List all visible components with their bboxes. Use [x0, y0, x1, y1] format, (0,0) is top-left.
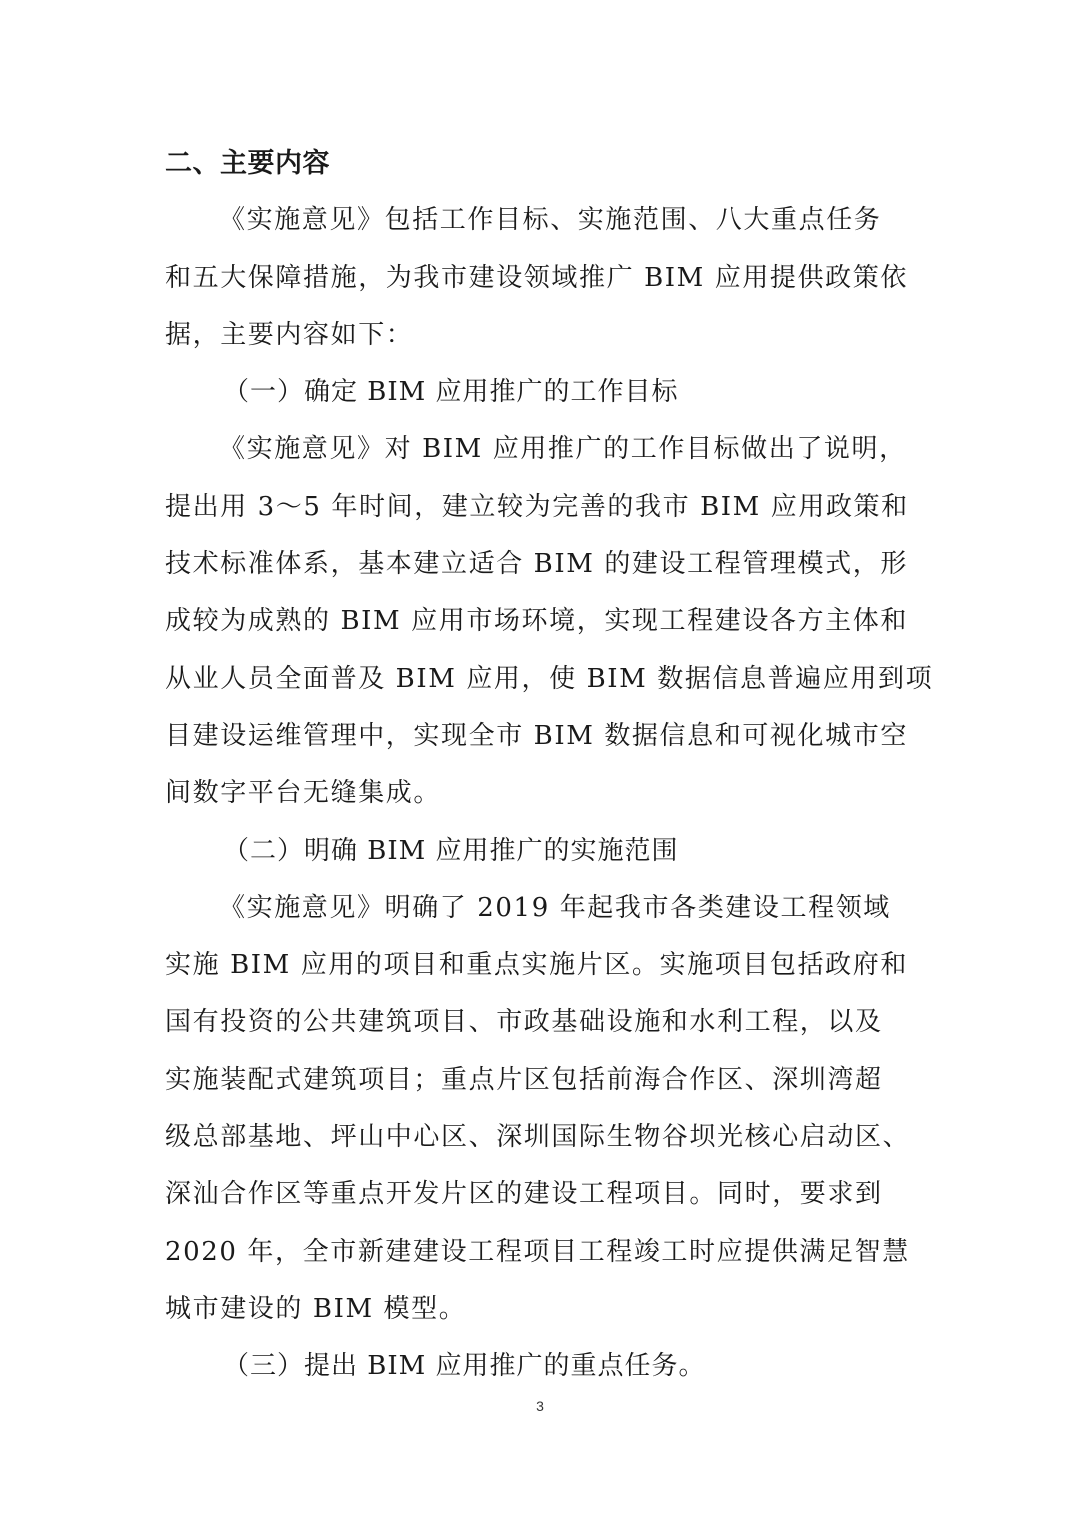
paragraph-line: 国有投资的公共建筑项目、市政基础设施和水利工程，以及 — [165, 1007, 883, 1038]
paragraph-line: 深汕合作区等重点开发片区的建设工程项目。同时，要求到 — [165, 1179, 883, 1210]
paragraph-line: 从业人员全面普及 BIM 应用，使 BIM 数据信息普遍应用到项 — [165, 663, 934, 694]
paragraph-line: 城市建设的 BIM 模型。 — [165, 1293, 467, 1324]
intro-line: 《实施意见》包括工作目标、实施范围、八大重点任务 — [219, 205, 882, 236]
paragraph-line: 实施装配式建筑项目；重点片区包括前海合作区、深圳湾超 — [165, 1064, 883, 1095]
paragraph-line: 间数字平台无缝集成。 — [165, 778, 442, 809]
intro-line: 据，主要内容如下： — [165, 319, 414, 350]
subsection-2-title: （二）明确 BIM 应用推广的实施范围 — [223, 835, 679, 866]
paragraph-line: 级总部基地、坪山中心区、深圳国际生物谷坝光核心启动区、 — [165, 1122, 911, 1153]
section-heading: 二、主要内容 — [165, 148, 330, 179]
subsection-1-title: （一）确定 BIM 应用推广的工作目标 — [223, 377, 679, 408]
paragraph-line: 成较为成熟的 BIM 应用市场环境，实现工程建设各方主体和 — [165, 606, 908, 637]
paragraph-line: 技术标准体系，基本建立适合 BIM 的建设工程管理模式，形 — [165, 549, 908, 580]
subsection-3-title: （三）提出 BIM 应用推广的重点任务。 — [223, 1351, 706, 1382]
intro-line: 和五大保障措施，为我市建设领域推广 BIM 应用提供政策依 — [165, 262, 908, 293]
paragraph-line: 目建设运维管理中，实现全市 BIM 数据信息和可视化城市空 — [165, 720, 908, 751]
document-page — [165, 135, 934, 1396]
page-number: 3 — [536, 1398, 544, 1414]
paragraph-line: 实施 BIM 应用的项目和重点实施片区。实施项目包括政府和 — [165, 950, 908, 981]
paragraph-line: 2020 年，全市新建建设工程项目工程竣工时应提供满足智慧 — [165, 1236, 910, 1267]
paragraph-line: 《实施意见》明确了 2019 年起我市各类建设工程领域 — [219, 892, 891, 923]
paragraph-line: 提出用 3～5 年时间，建立较为完善的我市 BIM 应用政策和 — [165, 491, 909, 522]
paragraph-line: 《实施意见》对 BIM 应用推广的工作目标做出了说明， — [219, 434, 907, 465]
